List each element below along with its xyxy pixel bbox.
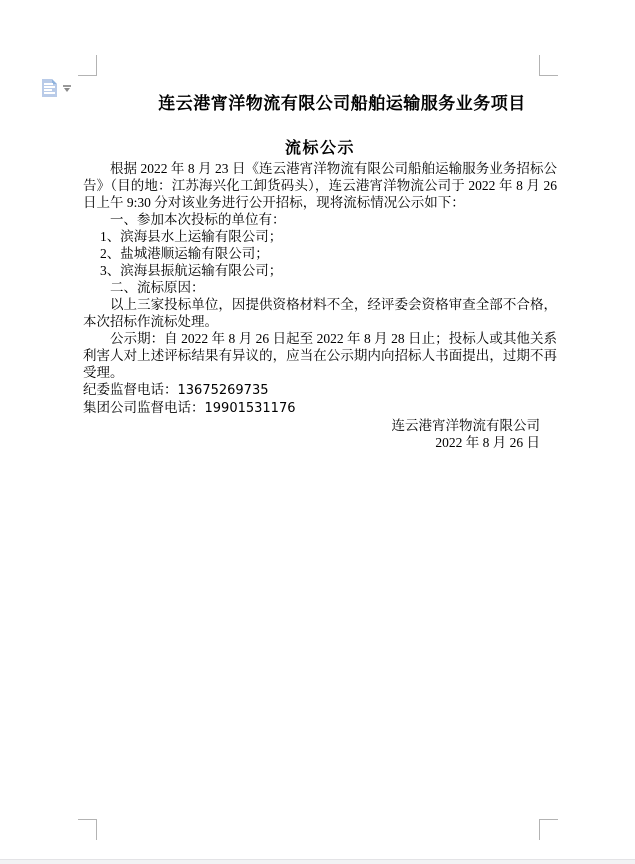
bidder-item: 3、滨海县振航运输有限公司； (100, 263, 283, 278)
contact-number: 13675269735 (177, 383, 269, 398)
text-boundary-mark-bottom-right (539, 819, 558, 840)
paste-options-button[interactable] (40, 77, 74, 99)
section1-heading: 一、参加本次投标的单位有： (110, 212, 286, 227)
intro-paragraph: 根据 2022 年 8 月 23 日《连云港宵洋物流有限公司船舶运输服务业务招标公告》（目的地：江苏海兴化工卸货码头），连云港宵洋物流公司于 2022 年 8 月 26 日上午 9:30 分对该业务进行公开招标，现将流标情况公示如下： (83, 161, 557, 210)
reason-paragraph: 以上三家投标单位，因提供资格材料不全，经评委会资格审查全部不合格，本次招标作流标处理。 (83, 297, 557, 329)
section2-heading: 二、流标原因： (110, 280, 205, 295)
bidder-item: 1、滨海县水上运输有限公司； (100, 229, 283, 244)
contact-label: 纪委监督电话： (83, 382, 178, 397)
bidder-item: 2、盐城港顺运输有限公司； (100, 246, 269, 261)
contact-label: 集团公司监督电话： (83, 400, 205, 415)
text-boundary-mark-bottom-left (78, 819, 97, 840)
contact-number: 19901531176 (204, 401, 296, 416)
text-boundary-mark-top-left (78, 55, 97, 76)
document-subtitle: 流标公示 (284, 140, 355, 158)
signature-date: 2022 年 8 月 26 日 (435, 435, 540, 450)
contact-line (83, 399, 557, 417)
contact-line (83, 381, 557, 399)
chevron-down-icon[interactable] (63, 85, 72, 93)
text-boundary-mark-top-right (539, 55, 558, 76)
signature-company: 连云港宵洋物流有限公司 (391, 418, 540, 433)
document-icon (42, 79, 57, 97)
horizontal-scrollbar[interactable] (0, 859, 635, 864)
document-title: 连云港宵洋物流有限公司船舶运输服务业务项目 (158, 94, 526, 114)
document-body (83, 160, 557, 451)
publicity-paragraph: 公示期：自 2022 年 8 月 26 日起至 2022 年 8 月 28 日止；投标人或其他关系利害人对上述评标结果有异议的，应当在公示期内向招标人书面提出，过期不再受理。 (83, 331, 557, 380)
